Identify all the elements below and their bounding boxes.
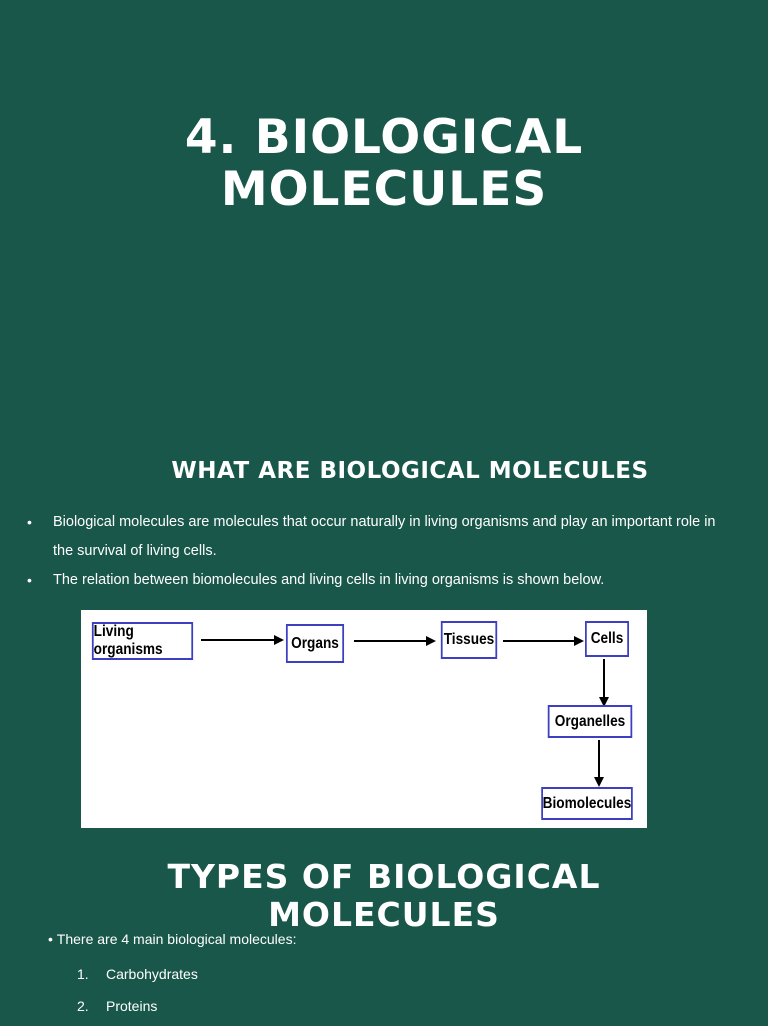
node-organs: Organs — [286, 624, 344, 663]
types-heading-line-1: TYPES OF BIOLOGICAL — [167, 857, 601, 896]
list-item-number: 2. — [77, 998, 89, 1014]
types-intro-text: There are 4 main biological molecules: — [56, 931, 297, 947]
bullet-dot-icon: • — [48, 931, 57, 947]
bullet-dot-icon: • — [27, 514, 32, 530]
node-biomolecules: Biomolecules — [541, 787, 633, 820]
list-item-label: Proteins — [106, 998, 158, 1014]
page-title — [0, 112, 768, 216]
types-heading — [0, 858, 768, 934]
bullet-item — [27, 566, 742, 595]
bullet-text-line: the survival of living cells. — [53, 543, 217, 559]
list-item — [77, 962, 198, 994]
types-list — [77, 962, 198, 1026]
node-cells: Cells — [585, 621, 629, 657]
bullet-list — [27, 508, 742, 595]
node-organelles: Organelles — [548, 705, 632, 738]
section-heading: WHAT ARE BIOLOGICAL MOLECULES — [171, 458, 649, 484]
types-heading-line-2: MOLECULES — [268, 895, 500, 934]
title-line-2: MOLECULES — [220, 162, 548, 217]
title-line-1: 4. BIOLOGICAL — [184, 110, 584, 165]
node-living-organisms: Living organisms — [92, 622, 193, 660]
list-item — [77, 994, 198, 1026]
bullet-item — [27, 508, 742, 566]
node-tissues: Tissues — [441, 621, 497, 659]
bullet-text-line: The relation between biomolecules and living cells in living organisms is shown below. — [53, 572, 605, 588]
bullet-dot-icon: • — [27, 572, 32, 588]
hierarchy-diagram — [81, 610, 647, 828]
list-item-number: 1. — [77, 966, 89, 982]
bullet-text-line: Biological molecules are molecules that occur naturally in living organisms and play an important role in — [53, 514, 716, 530]
types-intro — [48, 931, 296, 947]
list-item-label: Carbohydrates — [106, 966, 198, 982]
